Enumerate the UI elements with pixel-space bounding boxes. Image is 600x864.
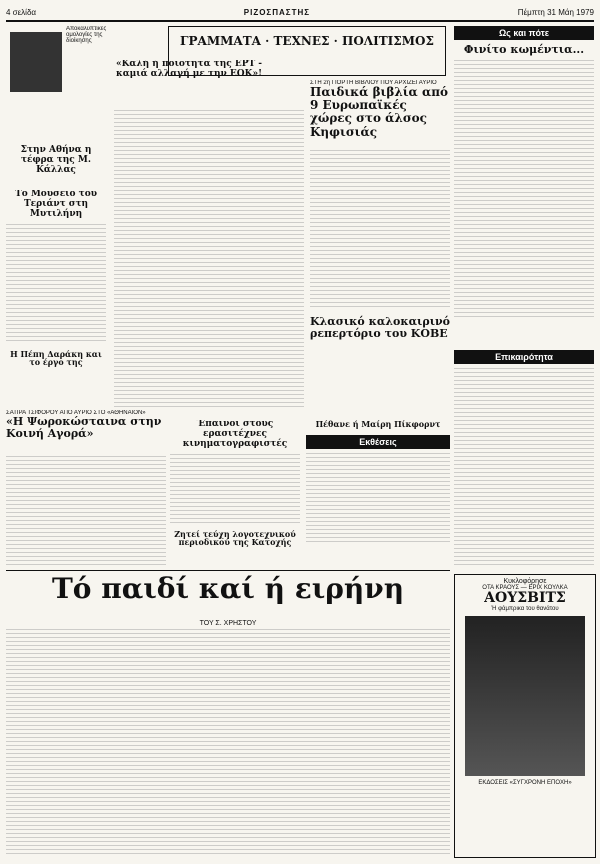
- arts-banner-title: ΓΡΑΜΜΑΤΑ · ΤΕΧΝΕΣ · ΠΟΛΙΤΙΣΜΟΣ: [180, 34, 434, 48]
- left-lower: [6, 190, 106, 410]
- auschwitz-cover: [465, 616, 585, 776]
- auschwitz-kicker: Κυκλοφόρησε: [503, 578, 547, 585]
- exhibitions-body: [306, 453, 450, 543]
- main-feature-body-wrap: [6, 620, 450, 856]
- masthead: [6, 4, 594, 22]
- daraki-headline: Η Πέπη Δαράκη και το έργο της: [10, 348, 102, 368]
- auschwitz-ad: [454, 574, 596, 858]
- pikrodent-headline: Πέθανε ή Μαίρη Πίκφορντ: [315, 420, 441, 429]
- current-affairs-body: [454, 368, 594, 568]
- periodicals-headline: Ζητεί τεύχη λογοτεχνικού περιοδικού της Κατοχής: [174, 528, 296, 548]
- mid-lower: [170, 420, 300, 570]
- theatre-body-wrap: [6, 456, 166, 566]
- main-feature-byline: ΤΟΥ Σ. ΧΡΗΣΤΟΥ: [199, 620, 257, 627]
- main-feature-body: [6, 629, 450, 855]
- paper-name: ΡΙΖΟΣΠΑΣΤΗΣ: [243, 7, 311, 17]
- theatre-kicker: ΣΑΤΙΡΑ ΤΣΙΦΟΡΟΥ ΑΠΟ ΑΥΡΙΟ ΣΤΟ «ΑΘΗΝΑΙΟΝ»: [6, 410, 146, 416]
- sidebar: [454, 26, 594, 346]
- main-feature-head: [6, 574, 450, 614]
- issue-date: Πέμπτη 31 Μάη 1979: [517, 7, 594, 17]
- callas-photo: [10, 32, 62, 92]
- auschwitz-subtitle: Ή φάμπρικα του θανάτου: [491, 606, 559, 613]
- current-affairs: [454, 350, 594, 570]
- children-books-body-wrap: [310, 150, 450, 380]
- arts-banner: [168, 26, 446, 76]
- auschwitz-publisher: ΕΚΔΟΣΕΙΣ «ΣΥΓΧΡΟΝΗ ΕΠΟΧΗ»: [478, 780, 572, 787]
- museum-headline: Το Μουσείο του Τεριάντ στη Μυτιλήνη: [15, 190, 97, 219]
- auschwitz-authors: ΟΤΑ ΚΡΑΟΥΣ — ΕΡΙΧ ΚΟΥΛΚΑ: [482, 585, 568, 591]
- current-affairs-tag: Επικαιρότητα: [454, 350, 594, 364]
- main-feature-headline: Τό παιδί καί ή ειρήνη: [51, 574, 405, 605]
- children-books-kicker: ΣΤΗ 2η ΓΙΟΡΤΗ ΒΙΒΛΙΟΥ ΠΟΥ ΑΡΧΙΖΕΙ ΑΥΡΙΟ: [310, 80, 437, 86]
- amateur-film-headline: Έπαινοι στους ερασιτέχνες κινηματογραφιστές: [182, 420, 288, 449]
- exhibitions-tag: Εκθέσεις: [306, 435, 450, 449]
- callas-headline: Στην Αθήνα η τέφρα της Μ. Κάλλας: [20, 145, 92, 175]
- page-label: 4 σελίδα: [6, 7, 37, 17]
- theatre-box: [6, 410, 166, 450]
- auschwitz-title: ΑΟΥΣΒΙΤΣ: [484, 590, 566, 606]
- ert-headline: «Καλή ή ποιότητα της ΕΡΤ - καμιά αλλαγή με την ΕΟΚ»!: [115, 60, 263, 79]
- amateur-film-body: [170, 454, 300, 524]
- callas-column: [6, 26, 106, 186]
- children-books-body: [310, 150, 450, 310]
- ert-body-wrap: [114, 110, 304, 410]
- kove-headline: Κλασικό καλοκαιρινό ρεπερτόριο του ΚΟΒΕ: [310, 315, 450, 341]
- sidebar-body: [454, 60, 594, 320]
- theatre-body: [6, 456, 166, 566]
- ert-kicker: Αποκαλυπτικές ομολογίες της διοίκησης: [66, 26, 106, 44]
- children-books-box: [310, 80, 450, 140]
- feature-rule: [6, 570, 450, 571]
- theatre-headline: «Η Ψωροκώσταινα στην Κοινή Αγορά»: [6, 415, 162, 441]
- sidebar-headline: Φινίτο κωμέντια...: [463, 43, 585, 56]
- ert-body: [114, 110, 304, 410]
- listings: [306, 420, 450, 570]
- sidebar-tag: Ως και πότε: [454, 26, 594, 40]
- children-books-headline: Παιδικά βιβλία από 9 Ευρωπαϊκές χώρες στο άλσος Κηφισιάς: [310, 85, 448, 139]
- museum-body: [6, 224, 106, 344]
